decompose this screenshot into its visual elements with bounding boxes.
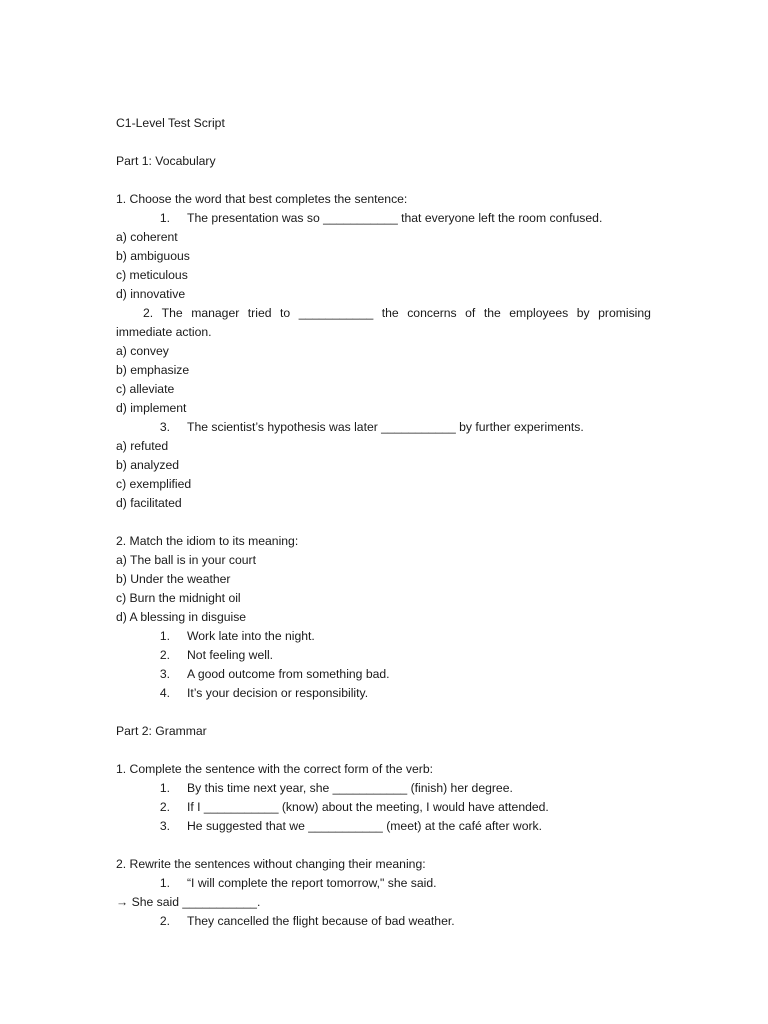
item-text: A good outcome from something bad.: [187, 667, 390, 681]
item-text: By this time next year, she ___________ (finish) her degree.: [187, 781, 513, 795]
item-word: of: [465, 306, 476, 320]
item-word: The: [161, 306, 183, 320]
part-2-heading: Part 2: Grammar: [116, 724, 207, 738]
grammar-2-heading: 2. Rewrite the sentences without changing their meaning:: [116, 857, 426, 871]
item-word: promising: [598, 306, 651, 320]
item-number: 3.: [159, 667, 170, 681]
item-text: The presentation was so ___________ that everyone left the room confused.: [187, 211, 603, 225]
part-1-heading: Part 1: Vocabulary: [116, 154, 216, 168]
item-number: 4.: [159, 686, 170, 700]
option: c) meticulous: [116, 268, 188, 282]
meaning-item: [116, 646, 651, 665]
item-word: manager: [191, 306, 240, 320]
option: d) facilitated: [116, 496, 182, 510]
question-1-heading: 1. Choose the word that best completes the sentence:: [116, 192, 408, 206]
item-number: 1.: [159, 781, 170, 795]
item-number: 2.: [159, 914, 170, 928]
item-text: He suggested that we ___________ (meet) at the café after work.: [187, 819, 543, 833]
idiom: d) A blessing in disguise: [116, 610, 247, 624]
option: c) exemplified: [116, 477, 192, 491]
item-text: It’s your decision or responsibility.: [187, 686, 369, 700]
rewrite-item: [116, 912, 651, 931]
item-text: The scientist’s hypothesis was later ___________ by further experiments.: [187, 420, 584, 434]
idiom: a) The ball is in your court: [116, 553, 256, 567]
document-body: [116, 114, 651, 931]
item-number: 3.: [159, 420, 170, 434]
option: b) analyzed: [116, 458, 180, 472]
item-word: the: [483, 306, 501, 320]
option: a) refuted: [116, 439, 169, 453]
item-text-continued: immediate action.: [116, 325, 212, 339]
grammar-item: [116, 779, 651, 798]
item-number: 2.: [159, 648, 170, 662]
item-number: 2.: [159, 800, 170, 814]
item-number: 1.: [159, 211, 170, 225]
vocab-item-2: [116, 304, 651, 323]
option: b) emphasize: [116, 363, 190, 377]
item-word: concerns: [407, 306, 457, 320]
rewrite-item: [116, 874, 651, 893]
item-number: 3.: [159, 819, 170, 833]
item-number: 1.: [159, 629, 170, 643]
grammar-item: [116, 798, 651, 817]
item-number: 1.: [159, 876, 170, 890]
item-word: ___________: [298, 306, 374, 320]
option: c) alleviate: [116, 382, 175, 396]
option: d) implement: [116, 401, 187, 415]
item-text: Work late into the night.: [187, 629, 315, 643]
option: b) ambiguous: [116, 249, 190, 263]
item-number: 2.: [143, 306, 154, 320]
meaning-item: [116, 684, 651, 703]
item-word: employees: [509, 306, 569, 320]
item-word: to: [280, 306, 291, 320]
meaning-item: [116, 665, 651, 684]
option: a) convey: [116, 344, 169, 358]
grammar-item: [116, 817, 651, 836]
item-text: If I ___________ (know) about the meeting, I would have attended.: [187, 800, 549, 814]
question-2-heading: 2. Match the idiom to its meaning:: [116, 534, 299, 548]
vocab-item-1: [116, 209, 651, 228]
item-text: “I will complete the report tomorrow," she said.: [187, 876, 437, 890]
item-text: Not feeling well.: [187, 648, 274, 662]
idiom: b) Under the weather: [116, 572, 231, 586]
item-word: tried: [247, 306, 272, 320]
item-text: They cancelled the flight because of bad weather.: [187, 914, 455, 928]
option: a) coherent: [116, 230, 178, 244]
idiom: c) Burn the midnight oil: [116, 591, 241, 605]
grammar-1-heading: 1. Complete the sentence with the correct form of the verb:: [116, 762, 434, 776]
meaning-item: [116, 627, 651, 646]
document-title: C1-Level Test Script: [116, 116, 225, 130]
item-word: the: [381, 306, 399, 320]
vocab-item-3: [116, 418, 651, 437]
option: d) innovative: [116, 287, 186, 301]
item-word: by: [576, 306, 590, 320]
rewrite-answer: → She said ___________.: [116, 895, 261, 909]
